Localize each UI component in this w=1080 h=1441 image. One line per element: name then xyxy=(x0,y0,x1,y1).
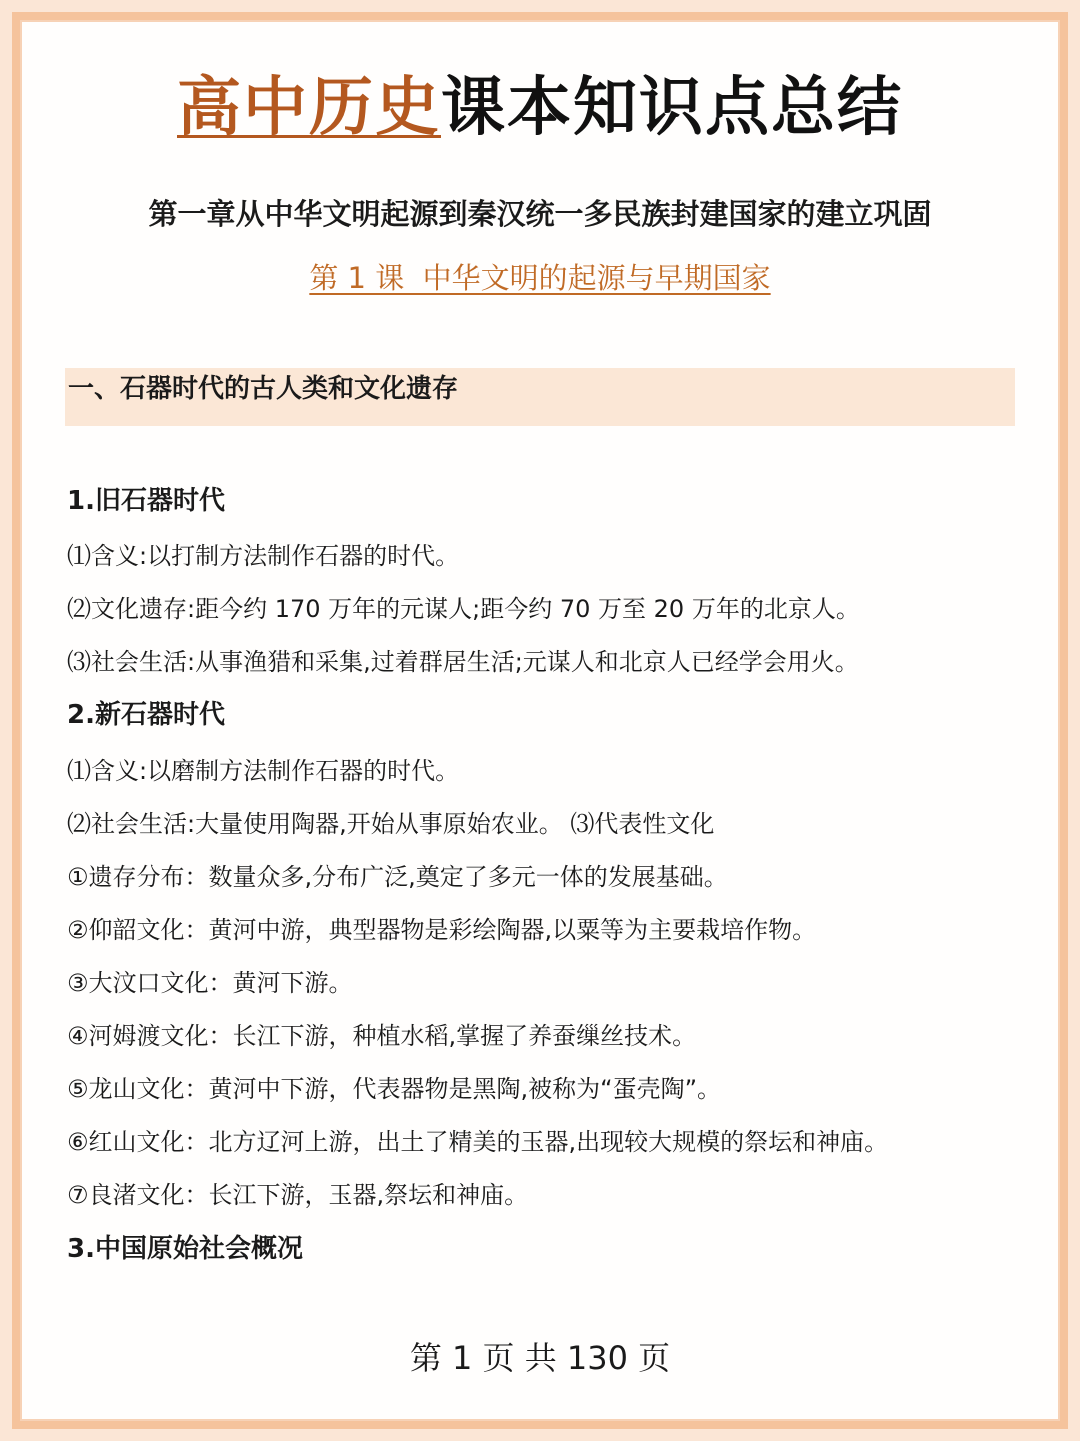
subheading-paleolithic: 1.旧石器时代 xyxy=(67,486,225,516)
text-line: ③大汶口文化：黄河下游。 xyxy=(67,969,353,997)
text-line: ②仰韶文化：黄河中游，典型器物是彩绘陶器,以粟等为主要栽培作物。 xyxy=(67,916,817,944)
text-line: ⑦良渚文化：长江下游，玉器,祭坛和神庙。 xyxy=(67,1181,529,1209)
text-line: ①遗存分布：数量众多,分布广泛,奠定了多元一体的发展基础。 xyxy=(67,863,728,891)
subheading-primitive-society: 3.中国原始社会概况 xyxy=(67,1234,303,1264)
lesson-heading: 第 1 课 中华文明的起源与早期国家 xyxy=(309,261,771,295)
title-accent: 高中历史 xyxy=(177,71,441,145)
text-line: ④河姆渡文化：长江下游，种植水稻,掌握了养蚕缫丝技术。 xyxy=(67,1022,697,1050)
text-line: ⑵文化遗存:距今约 170 万年的元谋人;距今约 70 万至 20 万年的北京人。 xyxy=(67,595,860,623)
page-number: 第 1 页 共 130 页 xyxy=(409,1339,671,1377)
text-line: ⑤龙山文化：黄河中下游，代表器物是黑陶,被称为“蛋壳陶”。 xyxy=(67,1075,722,1103)
chapter-heading: 第一章从中华文明起源到秦汉统一多民族封建国家的建立巩固 xyxy=(148,197,932,231)
text-line: ⑵社会生活:大量使用陶器,开始从事原始农业。 ⑶代表性文化 xyxy=(67,810,715,838)
text-line: ⑥红山文化：北方辽河上游，出土了精美的玉器,出现较大规模的祭坛和神庙。 xyxy=(67,1128,889,1156)
subheading-neolithic: 2.新石器时代 xyxy=(67,700,225,730)
text-line: ⑴含义:以磨制方法制作石器的时代。 xyxy=(67,757,460,785)
section-heading: 一、石器时代的古人类和文化遗存 xyxy=(68,374,459,404)
text-line: ⑶社会生活:从事渔猎和采集,过着群居生活;元谋人和北京人已经学会用火。 xyxy=(67,648,859,676)
text-line: ⑴含义:以打制方法制作石器的时代。 xyxy=(67,542,460,570)
document-title xyxy=(0,66,1080,150)
title-rest: 课本知识点总结 xyxy=(441,71,903,145)
